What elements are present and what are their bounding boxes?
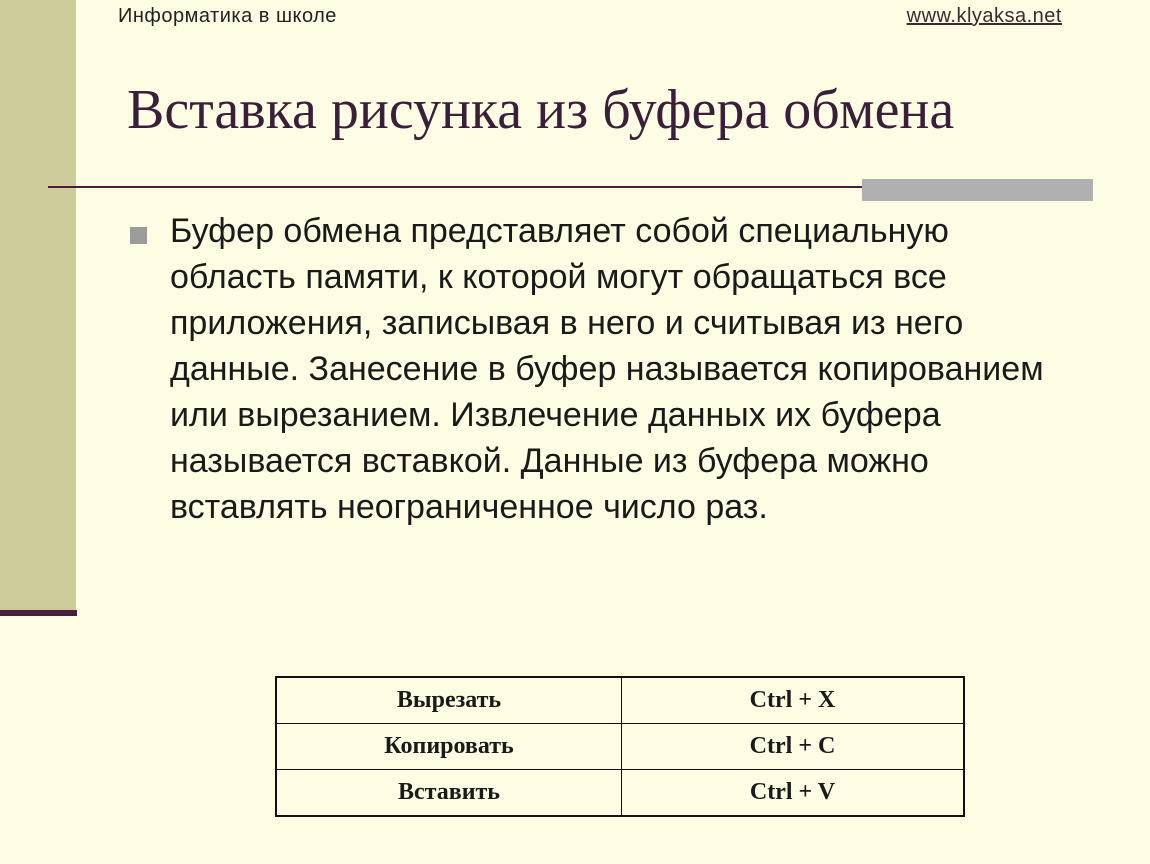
keys-cell: Ctrl + X — [622, 677, 965, 724]
table-row — [276, 724, 964, 770]
keys-cell: Ctrl + V — [622, 770, 965, 817]
shortcuts-table — [275, 676, 965, 817]
left-decorative-band — [0, 0, 76, 612]
square-bullet-icon — [130, 227, 147, 244]
title-divider-accent-bar — [862, 179, 1093, 201]
keys-cell: Ctrl + C — [622, 724, 965, 770]
action-cell: Копировать — [276, 724, 622, 770]
left-band-accent-line — [0, 610, 77, 616]
action-cell: Вырезать — [276, 677, 622, 724]
site-name: Информатика в школе — [118, 5, 337, 27]
slide-title: Вставка рисунка из буфера обмена — [127, 79, 955, 141]
site-url-link[interactable]: www.klyaksa.net — [906, 5, 1062, 27]
action-cell: Вставить — [276, 770, 622, 817]
bullet-text: Буфер обмена представляет собой специальную область памяти, к которой могут обращаться все приложения, записывая в него и считывая из него данные. Занесение в буфер называется копированием или вырезанием. Извлечение данных их буфера называется вставкой. Данные из буфера можно вставлять неограниченное число раз. — [170, 212, 1044, 526]
table-row — [276, 677, 964, 724]
table-row — [276, 770, 964, 817]
